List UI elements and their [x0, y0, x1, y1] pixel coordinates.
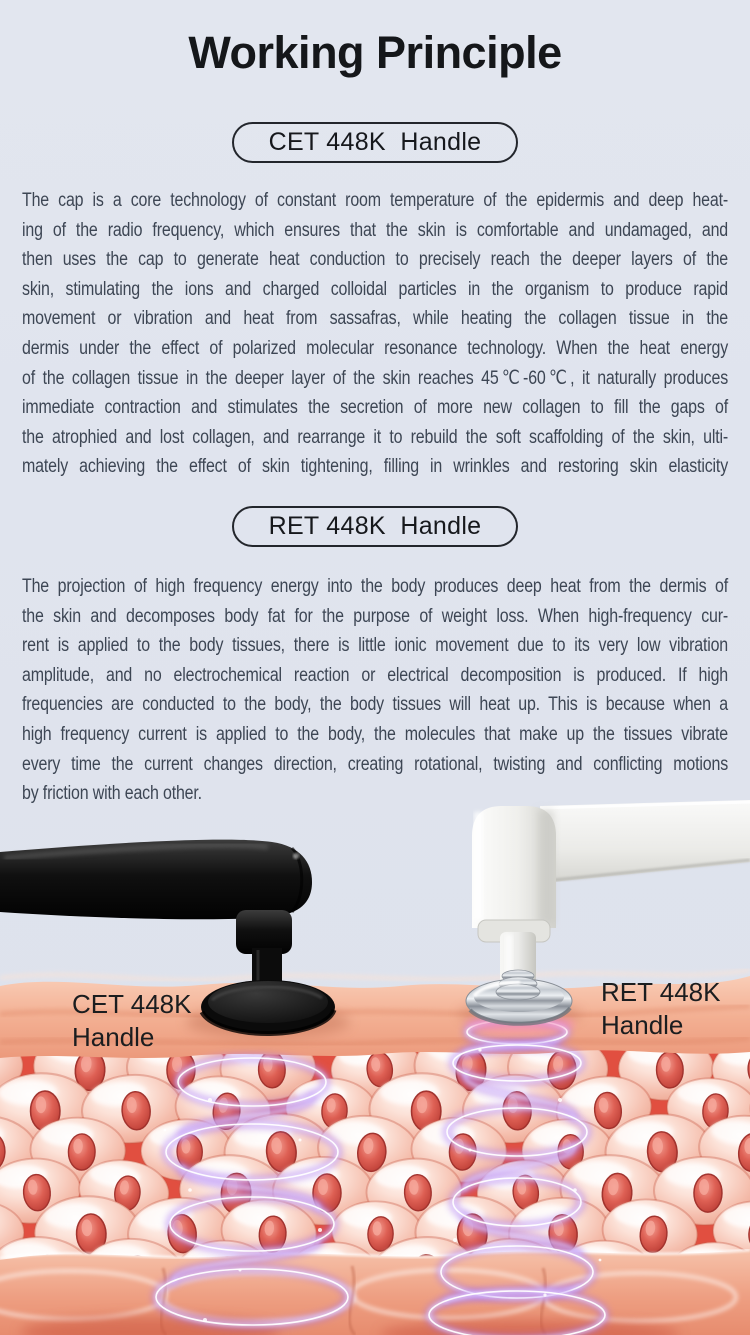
cet-description-paragraph	[22, 186, 728, 482]
text-line: the atrophied and lost collagen, and rearrange it to rebuild the soft scaffolding of the skin, ulti-	[22, 426, 729, 448]
text-line: The projection of high frequency energy into the body produces deep heat from the dermis of	[22, 575, 729, 597]
text-line: amplitude, and no electrochemical reaction or electrical decomposition is produced. If high	[22, 664, 729, 686]
cet-label-line1: CET 448K	[72, 989, 192, 1019]
skin-treatment-illustration	[0, 800, 750, 1335]
text-line: high frequency current is applied to the body, the molecules that make up the tissues vibrate	[22, 723, 729, 745]
text-line: every time the current changes direction, creating rotational, twisting and conflicting motions	[22, 753, 729, 775]
cet-label-line2: Handle	[72, 1022, 155, 1052]
text-line: skin, stimulating the ions and charged colloidal particles in the organism to produce rapid	[22, 278, 729, 300]
text-line: frequencies are conducted to the body, the body tissues will heat up. This is because when a	[22, 694, 729, 716]
cet-handle-neck	[236, 910, 292, 954]
ret-badge-label: RET 448K Handle	[268, 511, 482, 540]
page-title: Working Principle	[188, 27, 562, 78]
cet-badge-label: CET 448K Handle	[268, 128, 482, 156]
text-line: ing of the radio frequency, which ensures that the skin is comfortable and undamaged, and	[22, 219, 729, 241]
dermis-layer	[0, 1250, 750, 1335]
text-line: mately achieving the effect of skin tightening, filling in wrinkles and restoring skin elasticity	[22, 456, 729, 478]
cet-handle-label	[72, 988, 191, 1054]
cet-section-badge	[232, 122, 518, 163]
ret-handle-label	[601, 976, 720, 1042]
skin-treatment-graphic	[0, 800, 750, 1335]
text-line: then uses the cap to generate heat conduction to precisely reach the deeper layers of the	[22, 249, 729, 271]
text-line: dermis under the effect of polarized molecular resonance technology. When the heat energy	[22, 337, 729, 359]
text-line: The cap is a core technology of constant room temperature of the epidermis and deep heat-	[22, 190, 729, 211]
ret-description-paragraph	[22, 572, 728, 809]
text-line: the skin and decomposes body fat for the purpose of weight loss. When high-frequency cur-	[22, 605, 729, 627]
text-line: immediate contraction and stimulates the secretion of more new collagen to fill the gaps of	[22, 397, 729, 419]
text-line: movement or vibration and heat from sassafras, while heating the collagen tissue in the	[22, 308, 729, 330]
text-line: of the collagen tissue in the deeper layer of the skin reaches 45℃-60℃, it naturally produces	[22, 367, 729, 389]
text-line: rent is applied to the body tissues, there is little ionic movement due to its very low vibration	[22, 635, 729, 657]
cet-electrode	[201, 980, 335, 1034]
ret-section-badge	[232, 506, 518, 547]
text-line: by friction with each other.	[22, 783, 202, 805]
ret-label-line1: RET 448K	[601, 977, 721, 1007]
ret-label-line2: Handle	[601, 1010, 684, 1040]
